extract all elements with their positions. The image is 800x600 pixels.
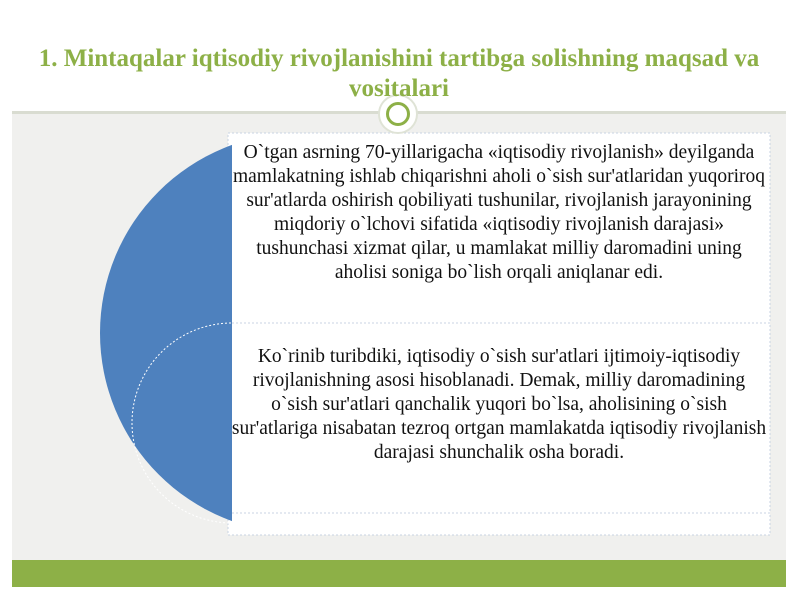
ornament-ring-icon [386, 102, 410, 126]
paragraph-2: Ko`rinib turibdiki, iqtisodiy o`sish sur'atlari ijtimoiy-iqtisodiy rivojlanishning asosi hisoblanadi. Demak, milliy daromadining o`sish sur'atlari qanchalik yuqori bo`lsa, aholisining o`sish sur'atlariga nisabatan tezroq ortgan mamlakatda iqtisodiy rivojlanish darajasi shunchalik osha boradi. [231, 346, 767, 463]
text-panel-bottom-strip [228, 513, 770, 535]
slide-title: 1. Mintaqalar iqtisodiy rivojlanishini tartibga solishning maqsad va vositalari [38, 45, 760, 102]
footer-bar [12, 560, 786, 587]
paragraph-1: O`tgan asrning 70-yillarigacha «iqtisodiy rivojlanish» deyilganda mamlakatning ishlab chiqarishni aholi o`sish sur'atlaridan yuqoriroq sur'atlarda oshirish qobiliyati tushunilar, rivojlanish jarayonining miqdoriy o`lchovi sifatida «iqtisodiy rivojlanish darajasi» tushunchasi xizmat qilar, u mamlakat milliy daromadini uning aholisi soniga bo`lish orqali aniqlanar edi. [232, 142, 766, 283]
